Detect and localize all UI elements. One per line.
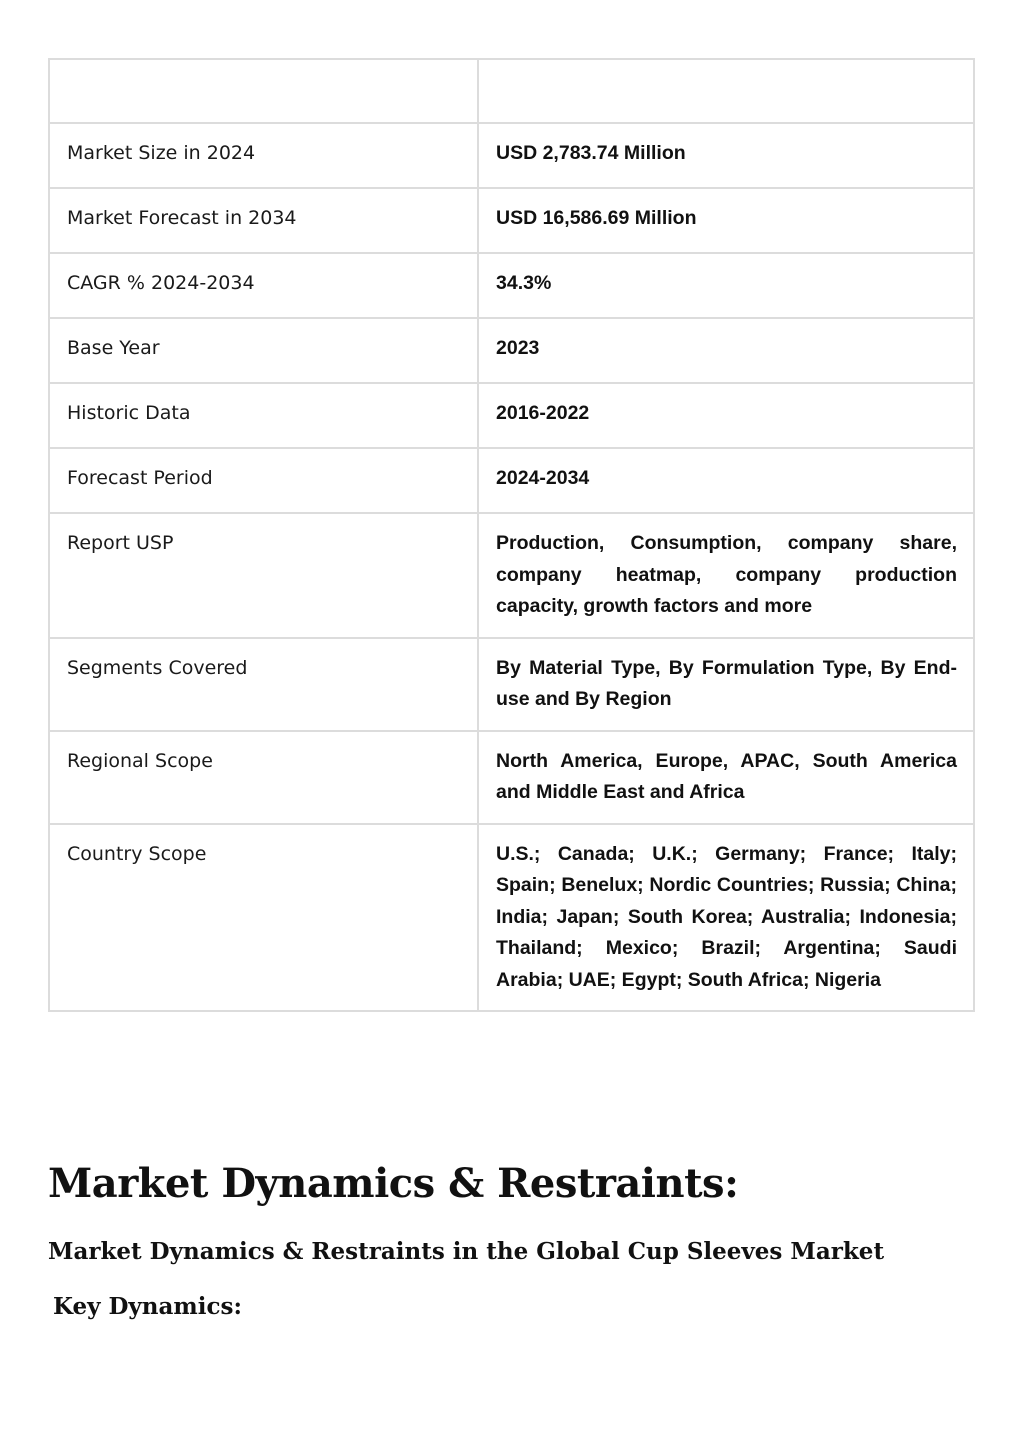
header-cell-right	[478, 59, 974, 123]
row-value: 2024-2034	[478, 448, 974, 513]
row-label: Segments Covered	[49, 638, 478, 731]
table-row	[49, 824, 974, 1012]
table-row	[49, 318, 974, 383]
table-row	[49, 383, 974, 448]
row-value: 2016-2022	[478, 383, 974, 448]
row-value: U.S.; Canada; U.K.; Germany; France; Italy; Spain; Benelux; Nordic Countries; Russia; China; India; Japan; South Korea; Australia; Indonesia; Thailand; Mexico; Brazil; Argentina; Saudi Arabia; UAE; Egypt; South Africa; Nigeria	[478, 824, 974, 1012]
key-dynamics-heading: Key Dynamics:	[53, 1293, 242, 1320]
row-value: 34.3%	[478, 253, 974, 318]
row-value: USD 2,783.74 Million	[478, 123, 974, 188]
row-value: North America, Europe, APAC, South America and Middle East and Africa	[478, 731, 974, 824]
row-value: By Material Type, By Formulation Type, By End-use and By Region	[478, 638, 974, 731]
row-label: Market Size in 2024	[49, 123, 478, 188]
row-value: USD 16,586.69 Million	[478, 188, 974, 253]
table-row	[49, 123, 974, 188]
row-label: Country Scope	[49, 824, 478, 1012]
row-label: Regional Scope	[49, 731, 478, 824]
table-row	[49, 638, 974, 731]
row-value: 2023	[478, 318, 974, 383]
row-value: Production, Consumption, company share, company heatmap, company production capacity, growth factors and more	[478, 513, 974, 638]
header-cell-left	[49, 59, 478, 123]
table-row	[49, 253, 974, 318]
table-row	[49, 513, 974, 638]
table-row	[49, 448, 974, 513]
table-row	[49, 731, 974, 824]
report-summary-table	[48, 58, 975, 1012]
row-label: Forecast Period	[49, 448, 478, 513]
row-label: Base Year	[49, 318, 478, 383]
row-label: Historic Data	[49, 383, 478, 448]
table-header-row	[49, 59, 974, 123]
table-row	[49, 188, 974, 253]
section-subtitle: Market Dynamics & Restraints in the Global Cup Sleeves Market	[48, 1238, 885, 1265]
row-label: Market Forecast in 2034	[49, 188, 478, 253]
section-title: Market Dynamics & Restraints:	[48, 1160, 739, 1207]
row-label: CAGR % 2024-2034	[49, 253, 478, 318]
row-label: Report USP	[49, 513, 478, 638]
